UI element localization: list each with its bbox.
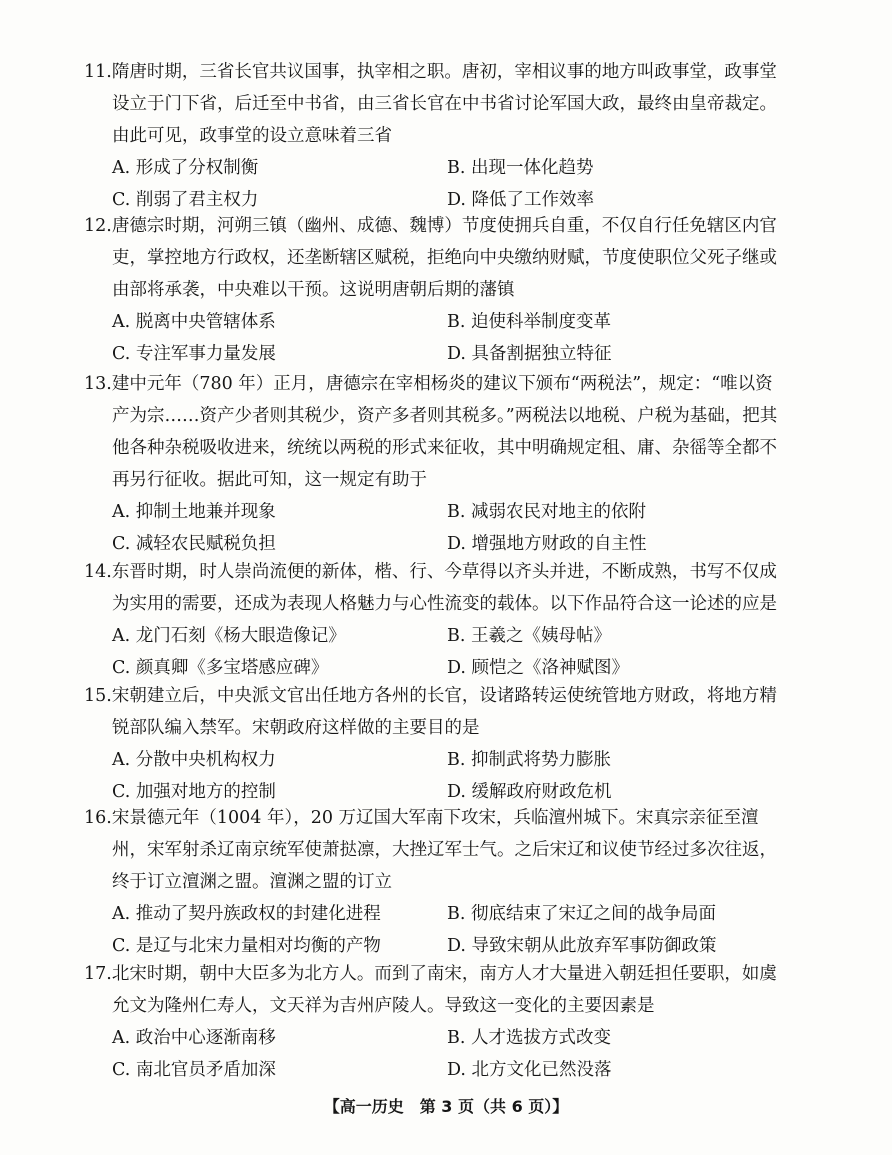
question-stem: 宋景德元年（1004 年），20 万辽国大军南下攻宋，兵临澶州城下。宋真宗亲征至澶州，宋军射杀辽南京统军使萧挞凛，大挫辽军士气。之后宋辽和议使节经过多次往返，终于订立澶渊之盟。澶渊之盟的订立 [111, 808, 777, 892]
question-number: 17. [84, 964, 112, 984]
option-c: C. 是辽与北宋力量相对均衡的产物 [112, 936, 381, 956]
page-footer: 【高一历史 第 3 页（共 6 页）】 [323, 1097, 569, 1116]
question-stem: 北宋时期，朝中大臣多为北方人。而到了南宋，南方人才大量进入朝廷担任要职，如虞允文为隆州仁寿人，文天祥为吉州庐陵人。导致这一变化的主要因素是 [111, 964, 777, 1016]
question-14 [84, 556, 784, 684]
option-c: C. 专注军事力量发展 [112, 344, 276, 364]
options [84, 306, 784, 370]
option-c: C. 加强对地方的控制 [112, 782, 276, 802]
option-a: A. 推动了契丹族政权的封建化进程 [112, 904, 381, 924]
question-number: 12. [84, 216, 112, 236]
options [84, 496, 784, 560]
option-b: B. 出现一体化趋势 [447, 158, 594, 178]
option-b: B. 抑制武将势力膨胀 [447, 750, 611, 770]
option-a: A. 龙门石刻《杨大眼造像记》 [112, 626, 346, 646]
question-15 [84, 680, 784, 808]
option-d: D. 增强地方财政的自主性 [447, 534, 647, 554]
question-number: 14. [84, 562, 112, 582]
option-a: A. 形成了分权制衡 [112, 158, 259, 178]
options [84, 744, 784, 808]
question-number: 11. [84, 62, 112, 82]
question-stem: 唐德宗时期，河朔三镇（幽州、成德、魏博）节度使拥兵自重，不仅自行任免辖区内官吏，掌控地方行政权，还垄断辖区赋税，拒绝向中央缴纳财赋，节度使职位父死子继或由部将承袭，中央难以干预。这说明唐朝后期的藩镇 [111, 216, 777, 300]
option-c: C. 减轻农民赋税负担 [112, 534, 276, 554]
option-b: B. 迫使科举制度变革 [447, 312, 611, 332]
question-stem: 宋朝建立后，中央派文官出任地方各州的长官，设诸路转运使统管地方财政，将地方精锐部队编入禁军。宋朝政府这样做的主要目的是 [111, 686, 777, 738]
option-a: A. 抑制土地兼并现象 [112, 502, 276, 522]
option-b: B. 彻底结束了宋辽之间的战争局面 [447, 904, 716, 924]
option-b: B. 减弱农民对地主的依附 [447, 502, 646, 522]
options [84, 152, 784, 216]
question-16 [84, 802, 784, 962]
option-d: D. 北方文化已然没落 [447, 1060, 612, 1080]
question-17 [84, 958, 784, 1086]
option-d: D. 具备割据独立特征 [447, 344, 612, 364]
options [84, 1022, 784, 1086]
question-stem: 隋唐时期，三省长官共议国事，执宰相之职。唐初，宰相议事的地方叫政事堂，政事堂设立于门下省，后迁至中书省，由三省长官在中书省讨论军国大政，最终由皇帝裁定。由此可见，政事堂的设立意味着三省 [111, 62, 777, 146]
question-stem: 建中元年（780 年）正月，唐德宗在宰相杨炎的建议下颁布“两税法”，规定：“唯以资产为宗……资产少者则其税少，资产多者则其税多。”两税法以地税、户税为基础，把其他各种杂税吸收进来，统统以两税的形式来征收，其中明确规定租、庸、杂徭等全都不再另行征收。据此可知，这一规定有助于 [111, 374, 778, 490]
option-a: A. 政治中心逐渐南移 [112, 1028, 276, 1048]
question-number: 13. [84, 374, 112, 394]
question-13 [84, 368, 784, 560]
option-d: D. 顾恺之《洛神赋图》 [447, 658, 630, 678]
option-c: C. 颜真卿《多宝塔感应碑》 [112, 658, 329, 678]
option-c: C. 南北官员矛盾加深 [112, 1060, 276, 1080]
option-a: A. 分散中央机构权力 [112, 750, 276, 770]
option-c: C. 削弱了君主权力 [112, 190, 259, 210]
options [84, 620, 784, 684]
options [84, 898, 784, 962]
question-11 [84, 56, 784, 216]
option-b: B. 王羲之《姨母帖》 [447, 626, 611, 646]
option-d: D. 降低了工作效率 [447, 190, 595, 210]
option-d: D. 缓解政府财政危机 [447, 782, 612, 802]
question-number: 15. [84, 686, 112, 706]
option-d: D. 导致宋朝从此放弃军事防御政策 [447, 936, 717, 956]
question-number: 16. [84, 808, 112, 828]
option-a: A. 脱离中央管辖体系 [112, 312, 276, 332]
option-b: B. 人才选拔方式改变 [447, 1028, 611, 1048]
question-stem: 东晋时期，时人崇尚流便的新体，楷、行、今草得以齐头并进，不断成熟，书写不仅成为实用的需要，还成为表现人格魅力与心性流变的载体。以下作品符合这一论述的应是 [111, 562, 777, 614]
question-12 [84, 210, 784, 370]
